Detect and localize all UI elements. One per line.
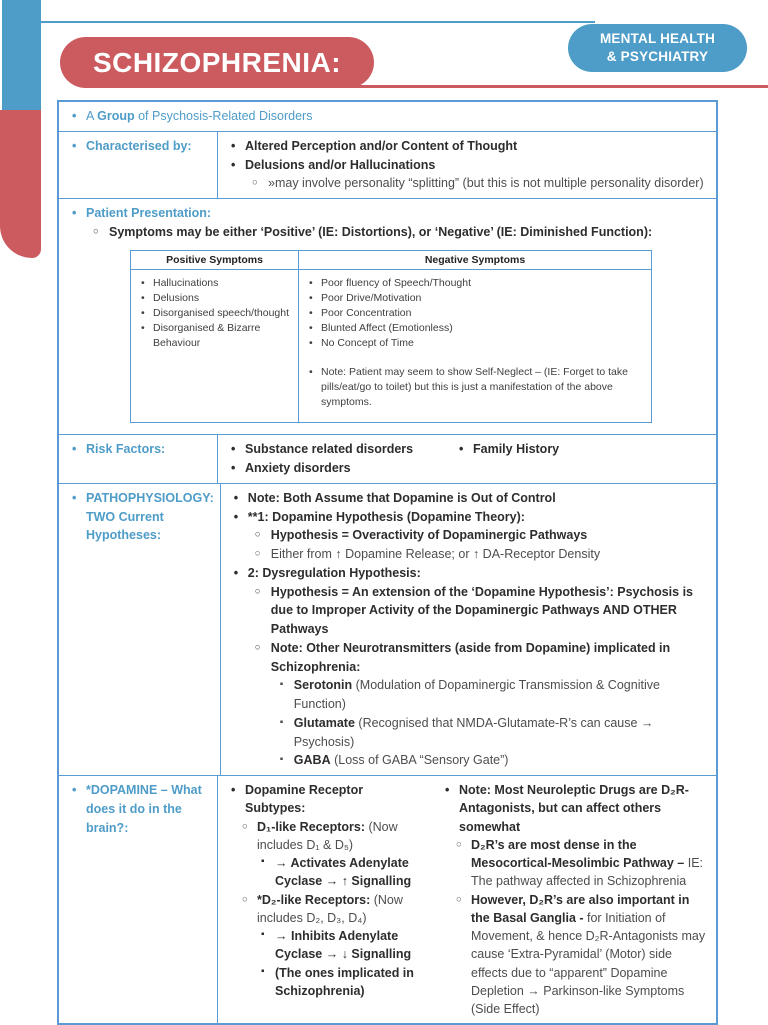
positive-symptom: • Disorganised & Bizarre Behaviour: [139, 321, 290, 351]
patho-h2-point: ○ Note: Other Neurotransmitters (aside from Dopamine) implicated in Schizophrenia:: [253, 639, 708, 677]
negative-symptom: • Blunted Affect (Emotionless): [307, 321, 643, 336]
neuroleptic-note-heading: • Note: Most Neuroleptic Drugs are D₂R-Antagonists, but can affect others somewhat: [440, 781, 708, 836]
basal-ganglia-bold: However, D₂R’s are also important in the Basal Ganglia -: [471, 892, 690, 925]
negative-symptom: • Poor Concentration: [307, 306, 643, 321]
intro-line: [67, 107, 708, 126]
intro-pre: A: [86, 109, 98, 123]
basal-ganglia-item: [454, 891, 708, 1019]
row-dopamine: [59, 775, 716, 1023]
presentation-label: • Patient Presentation:: [67, 204, 708, 223]
page-title: [60, 37, 374, 88]
d2-receptors-desc: (Now includes D₂, D₃, D₄): [257, 892, 403, 925]
characterised-subitem: ○ »may involve personality “splitting” (but this is not multiple personality disorder): [250, 174, 708, 193]
presentation-subtitle: ○ Symptoms may be either ‘Positive’ (IE: Distortions), or ‘Negative’ (IE: Diminished Function):: [91, 223, 708, 242]
subject-badge: [568, 24, 747, 72]
d1-receptors-desc: (Now includes D₁ & D₅): [257, 819, 398, 852]
neurotransmitter-desc: (Modulation of Dopaminergic Transmission & Cognitive Function): [293, 678, 660, 711]
basal-ganglia-desc: for Initiation of Movement, & hence D₂R-Antagonists may cause ‘Extra-Pyramidal’ (Motor) side effects due to “apparent” Dopamine Depletion → Parkinson-like Symptoms (Side Effect): [471, 910, 706, 1016]
risk-factor: • Family History: [454, 440, 708, 459]
neurotransmitter-desc: (Recognised that NMDA-Glutamate-R’s can cause → Psychosis): [293, 715, 654, 749]
d1-receptors-item: [240, 818, 424, 855]
row-pathophysiology: [59, 483, 716, 775]
neurotransmitter-desc: (Loss of GABA “Sensory Gate”): [330, 753, 509, 768]
d2-effect-item: ▪ (The ones implicated in Schizophrenia): [260, 964, 424, 1001]
risk-factor: • Anxiety disorders: [226, 459, 454, 478]
d1-effect-item: ▪ → Activates Adenylate Cyclase → ↑ Signalling: [260, 854, 424, 891]
negative-symptom: • Poor Drive/Motivation: [307, 291, 643, 306]
dopamine-receptor-column: [226, 781, 424, 1018]
notes-table: [57, 100, 718, 1025]
symptoms-table: [130, 250, 652, 424]
neurotransmitter-item: [279, 751, 708, 770]
negative-symptoms-cell: [299, 270, 651, 423]
negative-symptoms-header: Negative Symptoms: [424, 253, 526, 266]
risk-label: • Risk Factors:: [67, 440, 211, 459]
positive-symptom: • Disorganised speech/thought: [139, 306, 290, 321]
row-patient-presentation: [59, 198, 716, 434]
neurotransmitter-item: [279, 676, 708, 714]
intro-bold: Group: [97, 109, 135, 123]
page-title-text: SCHIZOPHRENIA:: [92, 46, 342, 78]
patho-h2-point: ○ Hypothesis = An extension of the ‘Dopamine Hypothesis’: Psychosis is due to Improper Activity of the Dopaminergic Pathways AND OTHER Pathways: [253, 583, 708, 639]
dopamine-label: • *DOPAMINE – What does it do in the brain?:: [67, 781, 211, 837]
receptor-subtypes-heading: • Dopamine Receptor Subtypes:: [226, 781, 424, 818]
patho-hypothesis-2: • 2: Dysregulation Hypothesis:: [229, 564, 708, 583]
patho-label: • PATHOPHYSIOLOGY: TWO Current Hypotheses:: [67, 489, 214, 545]
neurotransmitter-name: Serotonin: [293, 678, 353, 693]
positive-symptom: • Delusions: [139, 291, 290, 306]
d2r-density-item: [454, 836, 708, 891]
patho-h1-point: ○ Either from ↑ Dopamine Release; or ↑ DA-Receptor Density: [253, 545, 708, 564]
d2r-density-desc: IE: The pathway affected in Schizophrenia: [471, 856, 704, 889]
patho-note: • Note: Both Assume that Dopamine is Out of Control: [229, 489, 708, 508]
patho-hypothesis-1: • **1: Dopamine Hypothesis (Dopamine Theory):: [229, 508, 708, 527]
characterised-item: • Altered Perception and/or Content of Thought: [226, 137, 708, 156]
left-red-shape: [0, 110, 41, 258]
risk-factor: • Substance related disorders: [226, 440, 454, 459]
positive-symptoms-cell: [131, 270, 299, 423]
d2-receptors-item: [240, 891, 424, 928]
d2-receptors-name: *D₂-like Receptors:: [257, 892, 371, 907]
dopamine-notes-column: [440, 781, 708, 1018]
row-group-intro: [59, 102, 716, 131]
neurotransmitter-name: Glutamate: [293, 715, 355, 730]
top-divider-line: [40, 21, 595, 23]
negative-symptoms-note: • Note: Patient may seem to show Self-Neglect – (IE: Forget to take pills/eat/go to toilet) but this is just a manifestation of the above symptoms.: [307, 365, 643, 411]
badge-line2: & PSYCHIATRY: [606, 49, 709, 64]
negative-symptom: • Poor fluency of Speech/Thought: [307, 276, 643, 291]
negative-symptom: • No Concept of Time: [307, 336, 643, 351]
d2r-density-bold: D₂R’s are most dense in the Mesocortical-Mesolimbic Pathway –: [471, 837, 685, 870]
intro-rest: of Psychosis-Related Disorders: [134, 109, 313, 123]
d1-receptors-name: D₁-like Receptors:: [257, 819, 365, 834]
neurotransmitter-item: [279, 714, 708, 752]
badge-line1: MENTAL HEALTH: [599, 31, 716, 47]
patho-h1-point: ○ Hypothesis = Overactivity of Dopaminergic Pathways: [253, 526, 708, 545]
positive-symptoms-header: Positive Symptoms: [131, 251, 299, 269]
characterised-label: • Characterised by:: [67, 137, 211, 156]
row-characterised-by: [59, 131, 716, 198]
positive-symptom: • Hallucinations: [139, 276, 290, 291]
neurotransmitter-name: GABA: [293, 753, 331, 768]
characterised-item: • Delusions and/or Hallucinations: [226, 156, 708, 175]
left-blue-bar: [2, 0, 41, 110]
row-risk-factors: [59, 434, 716, 483]
d2-effect-item: ▪ → Inhibits Adenylate Cyclase → ↓ Signalling: [260, 927, 424, 964]
